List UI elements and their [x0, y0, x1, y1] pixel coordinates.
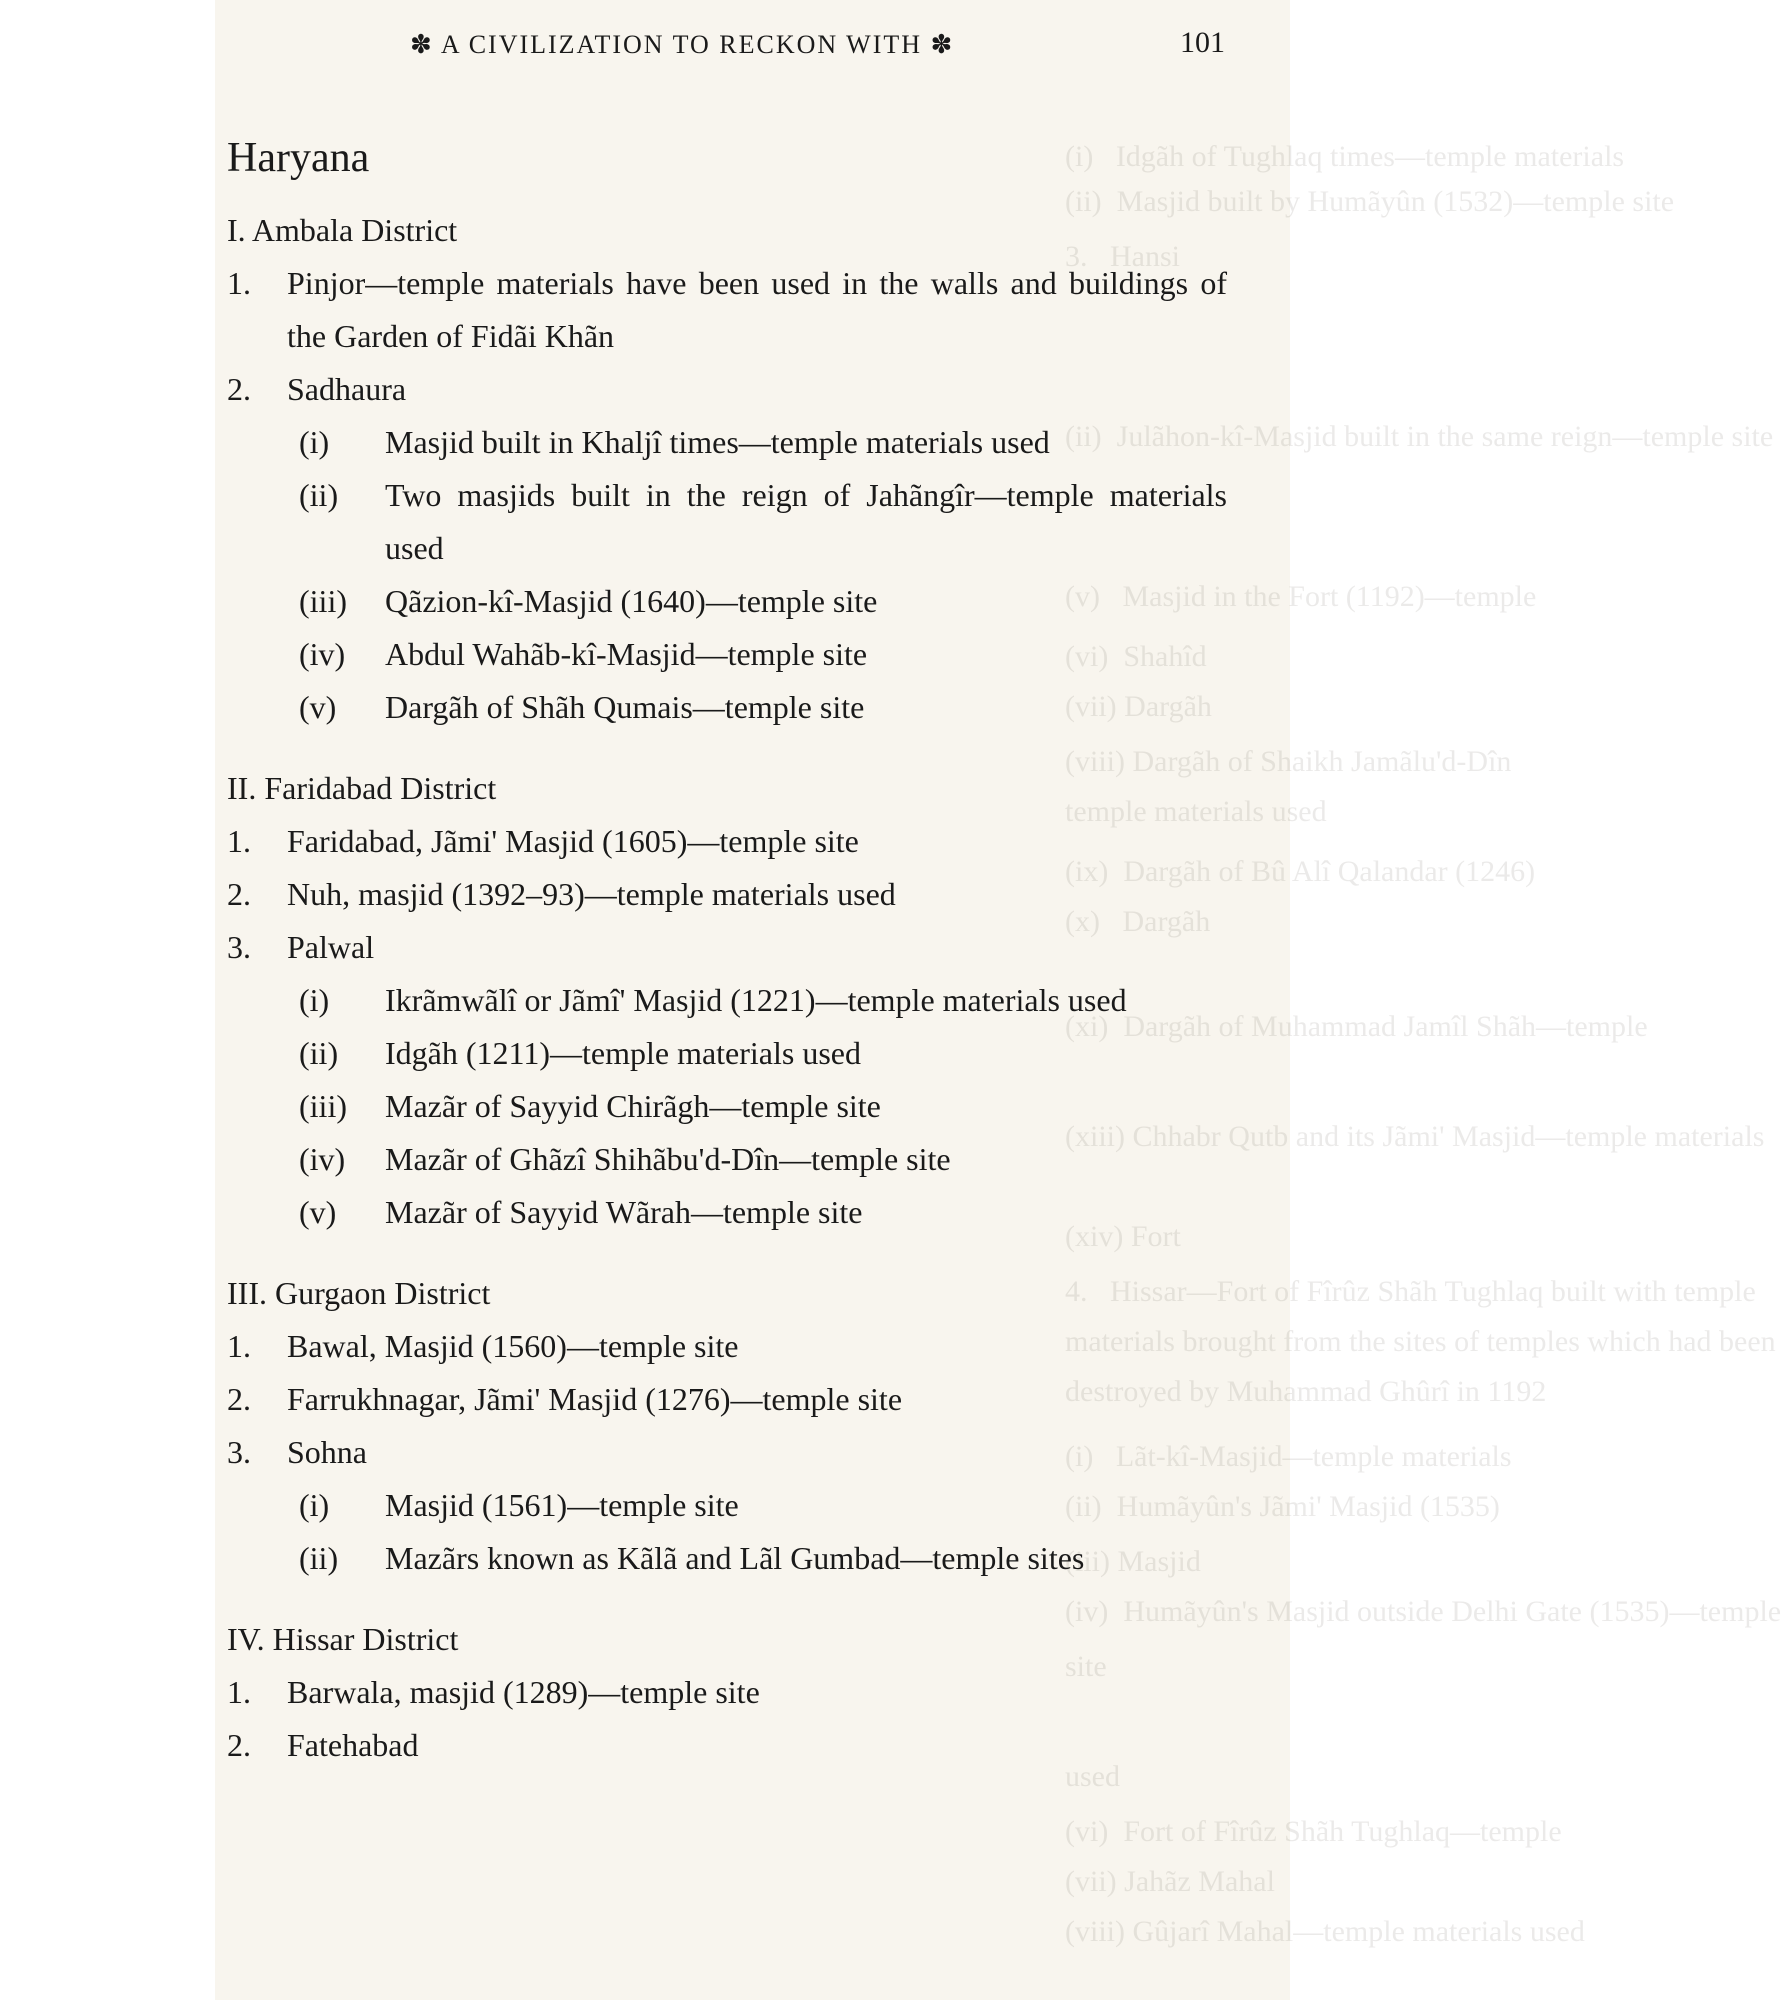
item-text: Bawal, Masjid (1560)—temple site	[287, 1328, 739, 1364]
item-text: Sadhaura	[287, 371, 407, 407]
sub-item	[299, 628, 1227, 681]
sub-item-number: (iii)	[299, 583, 347, 619]
sub-item-number: (v)	[299, 1194, 337, 1230]
list-item	[227, 1426, 1227, 1479]
list-item	[227, 921, 1227, 974]
sub-item	[299, 681, 1227, 734]
sub-item-text: Idgãh (1211)—temple materials used	[385, 1035, 861, 1071]
sub-item-number: (ii)	[299, 1540, 339, 1576]
sub-item	[299, 1027, 1227, 1080]
item-text: Palwal	[287, 929, 375, 965]
item-number: 3.	[227, 1434, 251, 1470]
item-number: 2.	[227, 1381, 251, 1417]
item-number: 2.	[227, 1727, 251, 1763]
sub-item-number: (ii)	[299, 1035, 339, 1071]
item-number: 1.	[227, 1674, 251, 1710]
sub-item-text: Two masjids built in the reign of Jahãngîr—temple materials used	[385, 477, 1227, 566]
sub-item	[299, 575, 1227, 628]
book-page	[215, 0, 1781, 2000]
item-number: 3.	[227, 929, 251, 965]
sub-item-text: Mazãr of Ghãzî Shihãbu'd-Dîn—temple site	[385, 1141, 951, 1177]
list-item	[227, 363, 1227, 416]
item-number: 1.	[227, 265, 251, 301]
sub-item-text: Mazãrs known as Kãlã and Lãl Gumbad—temple sites	[385, 1540, 1085, 1576]
sub-item-text: Masjid built in Khaljî times—temple materials used	[385, 424, 1050, 460]
list-item	[227, 868, 1227, 921]
sub-item-number: (i)	[299, 1487, 330, 1523]
sub-item-number: (iv)	[299, 1141, 346, 1177]
item-text: Nuh, masjid (1392–93)—temple materials used	[287, 876, 896, 912]
item-text: Fatehabad	[287, 1727, 419, 1763]
sub-item-text: Mazãr of Sayyid Chirãgh—temple site	[385, 1088, 881, 1124]
running-title: ✽ A CIVILIZATION TO RECKON WITH ✽	[410, 30, 955, 59]
section-gap	[227, 734, 1227, 762]
sub-item	[299, 469, 1227, 575]
page-content	[227, 128, 1227, 1772]
list-item	[227, 1320, 1227, 1373]
item-text: Sohna	[287, 1434, 367, 1470]
sub-item	[299, 1080, 1227, 1133]
district-heading: II. Faridabad District	[227, 770, 497, 806]
item-number: 1.	[227, 823, 251, 859]
sub-item-number: (i)	[299, 424, 330, 460]
list-item	[227, 1719, 1227, 1772]
running-head	[215, 22, 1225, 72]
district-heading: I. Ambala District	[227, 212, 458, 248]
sub-item-text: Abdul Wahãb-kî-Masjid—temple site	[385, 636, 868, 672]
item-text: Farrukhnagar, Jãmi' Masjid (1276)—temple site	[287, 1381, 903, 1417]
item-text: Pinjor—temple materials have been used in the walls and buildings of the Garden of Fidãi Khãn	[287, 265, 1227, 354]
sub-item	[299, 1133, 1227, 1186]
sub-item-number: (ii)	[299, 477, 339, 513]
sub-item	[299, 1532, 1227, 1585]
list-item	[227, 1666, 1227, 1719]
list-item	[227, 815, 1227, 868]
sub-item	[299, 1186, 1227, 1239]
section-gap	[227, 1585, 1227, 1613]
sub-item	[299, 416, 1227, 469]
sub-item-number: (v)	[299, 689, 337, 725]
item-number: 2.	[227, 876, 251, 912]
sub-item-number: (iii)	[299, 1088, 347, 1124]
sub-item	[299, 1479, 1227, 1532]
district-heading: IV. Hissar District	[227, 1621, 459, 1657]
show-through-text: (i) Idgãh of Tughlaq times—temple materials (ii) Masjid built by Humãyûn (1532)—temple site 3. Hansi (ii) Julãhon-kî-Masjid built in the same reign—temple site (v) Masjid in the Fort (1192)—temple (vi) Shahîd (vii) Dargãh (viii) Dargãh of Shaikh Jamãlu'd-Dîn temple materials used (ix) Dargãh of Bû Alî Qalandar (1246) (x) Dargãh (xi) Dargãh of Muhammad Jamîl Shãh—temple (xiii) Chhabr Qutb and its Jãmi' Masjid—temple materials (xiv) Fort 4. Hissar—Fort of Fîrûz Shãh Tughlaq built with temple materials brought from the sites of temples which had been destroyed by Muhammad Ghûrî in 1192 (i) Lãt-kî-Masjid—temple materials (ii) Humãyûn's Jãmi' Masjid (1535) (iii) Masjid (iv) Humãyûn's Masjid outside Delhi Gate (1535)—temple site used (vi) Fort of Fîrûz Shãh Tughlaq—temple (vii) Jahãz Mahal (viii) Gûjarî Mahal—temple materials used	[1065, 140, 1781, 1948]
list-item	[227, 1373, 1227, 1426]
item-number: 1.	[227, 1328, 251, 1364]
page-number: 101	[1180, 26, 1225, 59]
sub-item-text: Masjid (1561)—temple site	[385, 1487, 739, 1523]
district-heading: III. Gurgaon District	[227, 1275, 491, 1311]
sub-item-number: (i)	[299, 982, 330, 1018]
item-number: 2.	[227, 371, 251, 407]
sub-item-text: Qãzion-kî-Masjid (1640)—temple site	[385, 583, 878, 619]
sub-item-text: Dargãh of Shãh Qumais—temple site	[385, 689, 865, 725]
item-text: Faridabad, Jãmi' Masjid (1605)—temple site	[287, 823, 859, 859]
item-text: Barwala, masjid (1289)—temple site	[287, 1674, 760, 1710]
region-heading: Haryana	[227, 135, 370, 181]
sub-item-number: (iv)	[299, 636, 346, 672]
section-gap	[227, 1239, 1227, 1267]
list-item	[227, 257, 1227, 363]
sub-item-text: Ikrãmwãlî or Jãmî' Masjid (1221)—temple materials used	[385, 982, 1127, 1018]
sub-item-text: Mazãr of Sayyid Wãrah—temple site	[385, 1194, 863, 1230]
sub-item	[299, 974, 1227, 1027]
